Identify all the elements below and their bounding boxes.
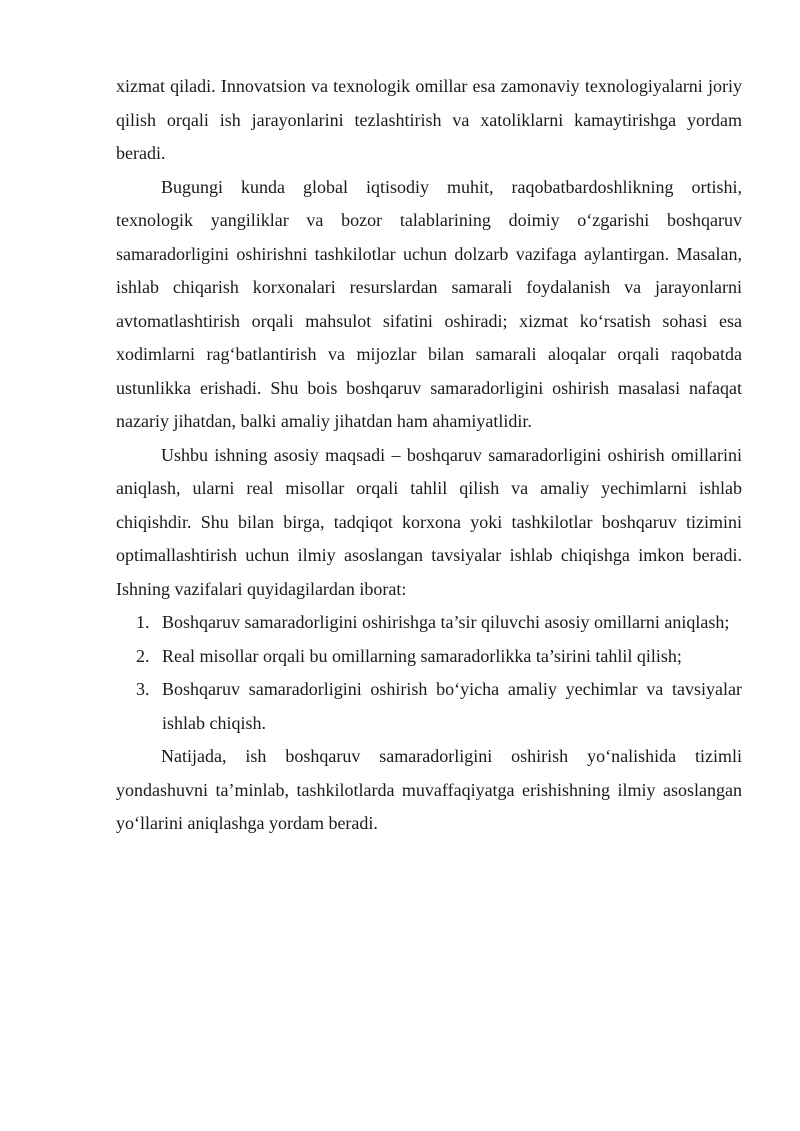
list-item-number: 3. [136, 679, 150, 699]
list-item [116, 606, 742, 640]
list-item-text: Real misollar orqali bu omillarning samaradorlikka ta’sirini tahlil qilish; [162, 645, 682, 666]
list-item [116, 673, 742, 740]
paragraph-context: Bugungi kunda global iqtisodiy muhit, raqobatbardoshlikning ortishi, texnologik yangiliklar va bozor talablarining doimiy o‘zgarishi boshqaruv samaradorligini oshirishni tashkilotlar uchun dolzarb vazifaga aylantirgan. Masalan, ishlab chiqarish korxonalari resurslardan samarali foydalanish va jarayonlarni avtomatlashtirish orqali mahsulot sifatini oshiradi; xizmat ko‘rsatish sohasi esa xodimlarni rag‘batlantirish va mijozlar bilan samarali aloqalar orqali raqobatda ustunlikka erishadi. Shu bois boshqaruv samaradorligini oshirish masalasi nafaqat nazariy jihatdan, balki amaliy jihatdan ham ahamiyatlidir. [116, 176, 742, 431]
list-item-number: 1. [136, 612, 150, 632]
list-item-text: Boshqaruv samaradorligini oshirish bo‘yicha amaliy yechimlar va tavsiyalar ishlab chiqish. [162, 679, 742, 733]
tasks-list [116, 606, 742, 740]
list-item-text: Boshqaruv samaradorligini oshirishga ta’sir qiluvchi asosiy omillarni aniqlash; [162, 612, 730, 632]
list-item-number: 2. [136, 645, 150, 666]
list-item [116, 640, 742, 674]
paragraph-objective: Ushbu ishning asosiy maqsadi – boshqaruv samaradorligini oshirish omillarini aniqlash, ularni real misollar orqali tahlil qilish va amaliy yechimlarni ishlab chiqishdir. Shu bilan birga, tadqiqot korxona yoki tashkilotlar boshqaruv tizimini optimallashtirish uchun ilmiy asoslangan tavsiyalar ishlab chiqishga imkon beradi. Ishning vazifalari quyidagilardan iborat: [116, 444, 742, 599]
paragraph-conclusion: Natijada, ish boshqaruv samaradorligini oshirish yo‘nalishida tizimli yondashuvni ta’minlab, tashkilotlarda muvaffaqiyatga erishishning ilmiy asoslangan yo‘llarini aniqlashga yordam beradi. [116, 746, 742, 833]
document-page [116, 70, 742, 841]
paragraph-continuation: xizmat qiladi. Innovatsion va texnologik omillar esa zamonaviy texnologiyalarni joriy qilish orqali ish jarayonlarini tezlashtirish va xatoliklarni kamaytirishga yordam beradi. [116, 76, 742, 163]
